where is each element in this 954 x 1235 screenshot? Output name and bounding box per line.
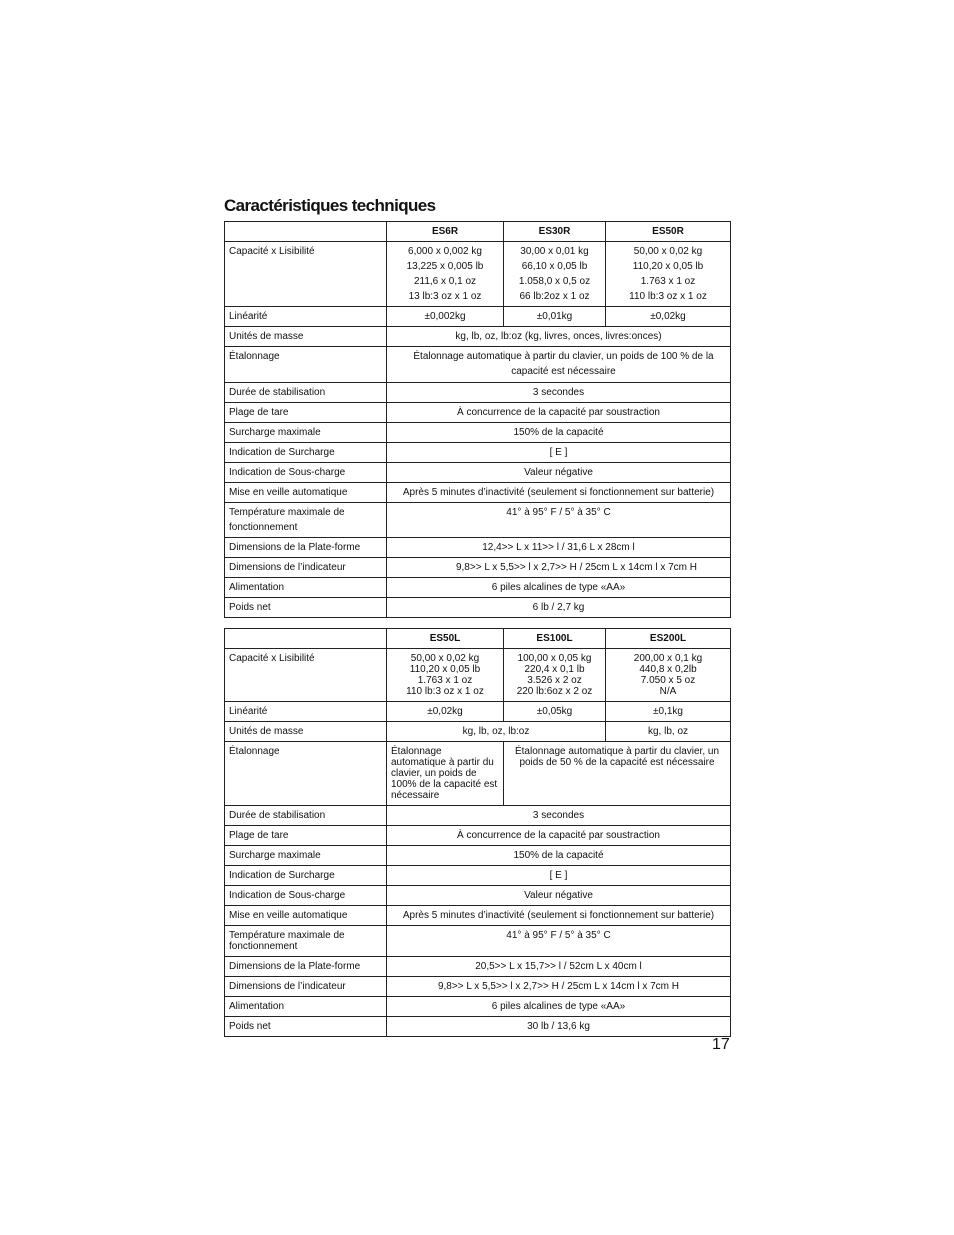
table-row bbox=[225, 826, 731, 846]
row-label: Étalonnage bbox=[225, 347, 387, 383]
units-cell: kg, lb, oz, lb:oz bbox=[387, 722, 606, 742]
row-label: Capacité x Lisibilité bbox=[225, 649, 387, 702]
table-row bbox=[225, 403, 731, 423]
row-label: Température maximale de fonctionnement bbox=[225, 503, 387, 538]
model-header: ES50R bbox=[606, 222, 731, 242]
row-label: Indication de Sous-charge bbox=[225, 463, 387, 483]
model-header: ES30R bbox=[504, 222, 606, 242]
table-row bbox=[225, 598, 731, 618]
row-label: Dimensions de la Plate-forme bbox=[225, 538, 387, 558]
calibration-cell: Étalonnage automatique à partir du clavier, un poids de 50 % de la capacité est nécessaire bbox=[504, 742, 731, 806]
linearity-cell: ±0,05kg bbox=[504, 702, 606, 722]
linearity-cell: ±0,02kg bbox=[606, 307, 731, 327]
table-row bbox=[225, 742, 731, 806]
row-label: Durée de stabilisation bbox=[225, 806, 387, 826]
page-title: Caractéristiques techniques bbox=[224, 196, 436, 215]
table-row bbox=[225, 866, 731, 886]
calibration-cell: Étalonnage automatique à partir du clavier, un poids de 100 % de la capacité est nécessaire bbox=[387, 347, 731, 383]
capacity-cell: 100,00 x 0,05 kg 220,4 x 0,1 lb 3.526 x 2 oz 220 lb:6oz x 2 oz bbox=[504, 649, 606, 702]
stabilization-cell: 3 secondes bbox=[387, 806, 731, 826]
row-label: Poids net bbox=[225, 598, 387, 618]
table-row bbox=[225, 806, 731, 826]
table-row bbox=[225, 926, 731, 957]
row-label: Plage de tare bbox=[225, 403, 387, 423]
row-label: Dimensions de la Plate-forme bbox=[225, 957, 387, 977]
overload-indication-cell: [ E ] bbox=[387, 866, 731, 886]
units-cell: kg, lb, oz bbox=[606, 722, 731, 742]
table-row bbox=[225, 327, 731, 347]
model-header: ES50L bbox=[387, 629, 504, 649]
table-row bbox=[225, 307, 731, 327]
row-label: Durée de stabilisation bbox=[225, 383, 387, 403]
standby-cell: Après 5 minutes d’inactivité (seulement si fonctionnement sur batterie) bbox=[387, 906, 731, 926]
row-label: Indication de Surcharge bbox=[225, 443, 387, 463]
temperature-cell: 41° à 95° F / 5° à 35° C bbox=[387, 926, 731, 957]
tare-cell: À concurrence de la capacité par soustraction bbox=[387, 826, 731, 846]
indicator-cell: 9,8>> L x 5,5>> l x 2,7>> H / 25cm L x 14cm l x 7cm H bbox=[387, 977, 731, 997]
indicator-cell: 9,8>> L x 5,5>> l x 2,7>> H / 25cm L x 14cm l x 7cm H bbox=[387, 558, 731, 578]
capacity-cell: 50,00 x 0,02 kg 110,20 x 0,05 lb 1.763 x 1 oz 110 lb:3 oz x 1 oz bbox=[606, 242, 731, 307]
table-row bbox=[225, 578, 731, 598]
linearity-cell: ±0,1kg bbox=[606, 702, 731, 722]
power-cell: 6 piles alcalines de type «AA» bbox=[387, 997, 731, 1017]
spec-table-1 bbox=[224, 221, 731, 618]
table-row bbox=[225, 483, 731, 503]
row-label: Température maximale de fonctionnement bbox=[225, 926, 387, 957]
capacity-cell: 30,00 x 0,01 kg 66,10 x 0,05 lb 1.058,0 x 0,5 oz 66 lb:2oz x 1 oz bbox=[504, 242, 606, 307]
page-number: 17 bbox=[712, 1036, 730, 1053]
capacity-cell: 6,000 x 0,002 kg 13,225 x 0,005 lb 211,6 x 0,1 oz 13 lb:3 oz x 1 oz bbox=[387, 242, 504, 307]
table-row bbox=[225, 722, 731, 742]
linearity-cell: ±0,002kg bbox=[387, 307, 504, 327]
row-label: Dimensions de l’indicateur bbox=[225, 558, 387, 578]
table-row bbox=[225, 1017, 731, 1037]
units-cell: kg, lb, oz, lb:oz (kg, livres, onces, livres:onces) bbox=[387, 327, 731, 347]
header-blank bbox=[225, 629, 387, 649]
underload-indication-cell: Valeur négative bbox=[387, 463, 731, 483]
table-row bbox=[225, 886, 731, 906]
table-row bbox=[225, 463, 731, 483]
platform-cell: 20,5>> L x 15,7>> l / 52cm L x 40cm l bbox=[387, 957, 731, 977]
overload-cell: 150% de la capacité bbox=[387, 423, 731, 443]
table-row bbox=[225, 538, 731, 558]
weight-cell: 30 lb / 13,6 kg bbox=[387, 1017, 731, 1037]
underload-indication-cell: Valeur négative bbox=[387, 886, 731, 906]
tare-cell: À concurrence de la capacité par soustraction bbox=[387, 403, 731, 423]
capacity-cell: 200,00 x 0,1 kg 440,8 x 0,2lb 7.050 x 5 oz N/A bbox=[606, 649, 731, 702]
row-label: Indication de Sous-charge bbox=[225, 886, 387, 906]
row-label: Étalonnage bbox=[225, 742, 387, 806]
row-label: Alimentation bbox=[225, 578, 387, 598]
power-cell: 6 piles alcalines de type «AA» bbox=[387, 578, 731, 598]
table-row bbox=[225, 347, 731, 383]
calibration-cell: Étalonnage automatique à partir du clavier, un poids de 100% de la capacité est nécessaire bbox=[387, 742, 504, 806]
header-blank bbox=[225, 222, 387, 242]
table-row bbox=[225, 957, 731, 977]
table-row bbox=[225, 702, 731, 722]
temperature-cell: 41° à 95° F / 5° à 35° C bbox=[387, 503, 731, 538]
row-label: Dimensions de l’indicateur bbox=[225, 977, 387, 997]
row-label: Mise en veille automatique bbox=[225, 906, 387, 926]
table-row bbox=[225, 443, 731, 463]
table-header-row bbox=[225, 629, 731, 649]
row-label: Linéarité bbox=[225, 307, 387, 327]
row-label: Surcharge maximale bbox=[225, 423, 387, 443]
overload-indication-cell: [ E ] bbox=[387, 443, 731, 463]
row-label: Poids net bbox=[225, 1017, 387, 1037]
stabilization-cell: 3 secondes bbox=[387, 383, 731, 403]
table-row bbox=[225, 846, 731, 866]
table-row bbox=[225, 977, 731, 997]
overload-cell: 150% de la capacité bbox=[387, 846, 731, 866]
row-label: Alimentation bbox=[225, 997, 387, 1017]
weight-cell: 6 lb / 2,7 kg bbox=[387, 598, 731, 618]
row-label: Mise en veille automatique bbox=[225, 483, 387, 503]
table-row bbox=[225, 997, 731, 1017]
table-row bbox=[225, 423, 731, 443]
linearity-cell: ±0,02kg bbox=[387, 702, 504, 722]
row-label: Linéarité bbox=[225, 702, 387, 722]
linearity-cell: ±0,01kg bbox=[504, 307, 606, 327]
standby-cell: Après 5 minutes d’inactivité (seulement si fonctionnement sur batterie) bbox=[387, 483, 731, 503]
model-header: ES100L bbox=[504, 629, 606, 649]
model-header: ES200L bbox=[606, 629, 731, 649]
table-row bbox=[225, 649, 731, 702]
row-label: Plage de tare bbox=[225, 826, 387, 846]
table-row bbox=[225, 503, 731, 538]
table-row bbox=[225, 242, 731, 307]
row-label: Unités de masse bbox=[225, 327, 387, 347]
row-label: Indication de Surcharge bbox=[225, 866, 387, 886]
row-label: Surcharge maximale bbox=[225, 846, 387, 866]
row-label: Unités de masse bbox=[225, 722, 387, 742]
table-row bbox=[225, 558, 731, 578]
platform-cell: 12,4>> L x 11>> l / 31,6 L x 28cm l bbox=[387, 538, 731, 558]
capacity-cell: 50,00 x 0,02 kg 110,20 x 0,05 lb 1.763 x 1 oz 110 lb:3 oz x 1 oz bbox=[387, 649, 504, 702]
table-row bbox=[225, 906, 731, 926]
model-header: ES6R bbox=[387, 222, 504, 242]
row-label: Capacité x Lisibilité bbox=[225, 242, 387, 307]
spec-table-2 bbox=[224, 628, 731, 1037]
table-header-row bbox=[225, 222, 731, 242]
table-row bbox=[225, 383, 731, 403]
